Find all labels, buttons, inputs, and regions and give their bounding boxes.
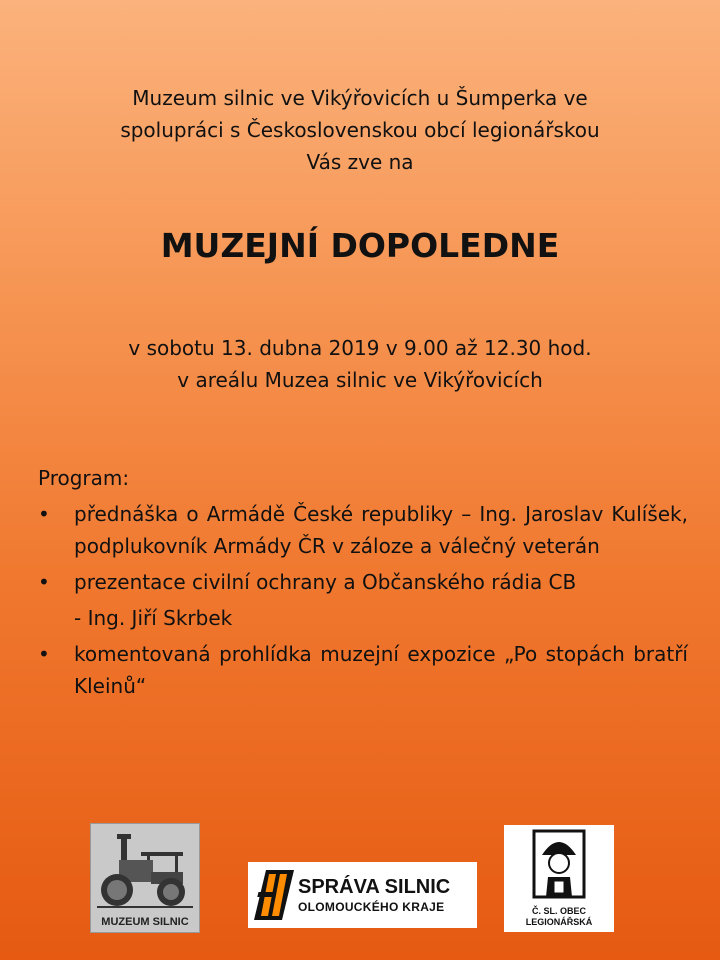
intro-line-1: Muzeum silnic ve Vikýřovicích u Šumperka ve — [132, 86, 588, 110]
bullet-icon: • — [38, 570, 50, 594]
program-item — [38, 638, 688, 702]
legionnaire-emblem-icon — [504, 825, 614, 907]
page-title: MUZEJNÍ DOPOLEDNE — [160, 226, 560, 265]
program-item-text: komentovaná prohlídka muzejní expozice „Po stopách bratří Kleinů“ — [74, 642, 688, 698]
intro-line-3: Vás zve na — [306, 150, 414, 174]
intro-line-2: spolupráci s Československou obcí legionářskou — [120, 118, 600, 142]
program-list — [38, 498, 688, 598]
road-h-icon — [254, 870, 294, 920]
program-section — [38, 462, 688, 706]
museum-logo-text: MUZEUM SILNIC — [101, 916, 189, 928]
legion-logo-line-1: Č. SL. OBEC — [531, 906, 586, 916]
program-item-text: přednáška o Armádě České republiky – Ing. Jaroslav Kulíšek, podplukovník Armády ČR v záloze a válečný veterán — [74, 502, 688, 558]
program-item — [38, 498, 688, 562]
legion-logo — [504, 825, 614, 932]
sprava-silnic-logo — [248, 862, 477, 928]
bullet-icon: • — [38, 502, 50, 526]
museum-logo — [90, 823, 200, 933]
program-item — [38, 566, 688, 598]
steamroller-icon — [91, 824, 199, 914]
program-list-continued — [38, 638, 688, 702]
intro-text — [0, 82, 720, 178]
event-date-location — [0, 332, 720, 396]
sprava-logo-line-2: OLOMOUCKÉHO KRAJE — [298, 900, 445, 914]
program-item-text: prezentace civilní ochrany a Občanského rádia CB — [74, 570, 577, 594]
legion-logo-line-2: LEGIONÁŘSKÁ — [525, 917, 593, 927]
event-date: v sobotu 13. dubna 2019 v 9.00 až 12.30 hod. — [128, 336, 592, 360]
event-location: v areálu Muzea silnic ve Vikýřovicích — [177, 368, 543, 392]
bullet-icon: • — [38, 642, 50, 666]
sprava-logo-line-1: SPRÁVA SILNIC — [298, 876, 451, 898]
program-heading: Program: — [38, 466, 130, 490]
program-sub-item: - Ing. Jiří Skrbek — [74, 606, 233, 630]
